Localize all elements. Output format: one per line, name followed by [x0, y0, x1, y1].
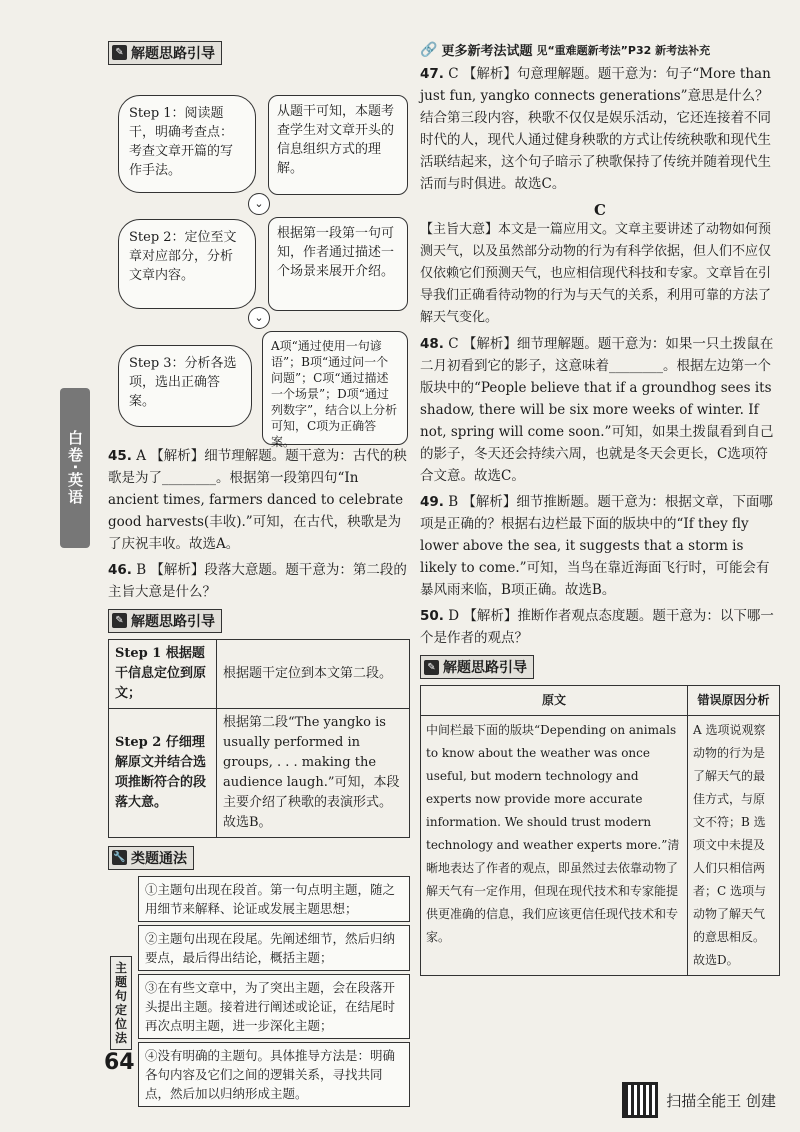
table-cell: Step 1 根据题干信息定位到原文；: [109, 639, 217, 708]
method-title: 类题通法: [131, 850, 187, 867]
more-title: 更多新考法试题: [441, 44, 533, 59]
question-49: [420, 491, 780, 601]
table-row: [109, 708, 410, 837]
question-number: 48.: [420, 336, 444, 352]
edit-icon: ✎: [424, 660, 439, 675]
table-header-row: [421, 686, 780, 716]
edit-icon: ✎: [112, 613, 127, 628]
summary: 【主旨大意】本文是一篇应用文。文章主要讲述了动物如何预测天气，以及虽然部分动物的行为有科学依据，但人们不应仅仅依赖它们预测天气，也应相信现代科技和专家。文章旨在引导我们正确看待动物的行为与天气的关系，利用可靠的方法了解天气变化。: [420, 222, 772, 325]
step1-bubble: Step 1：阅读题干，明确考查点：考查文章开篇的写作手法。: [118, 95, 256, 193]
guide-header: [108, 609, 222, 633]
edit-icon: ✎: [112, 45, 127, 60]
question-text: B 【解析】段落大意题。题干意为：第二段的主旨大意是什么？: [108, 561, 407, 600]
table-row: [421, 716, 780, 976]
step3-note: A项“通过使用一句谚语”；B项“通过问一个问题”；C项“通过描述一个场景”；D项“通过列数字”，结合以上分析可知，C项为正确答案。: [262, 331, 408, 445]
link-icon: 🔗: [420, 41, 438, 58]
step1-note: 从题干可知，本题考查学生对文章开头的信息组织方式的理解。: [268, 95, 408, 195]
wrench-icon: 🔧: [113, 852, 126, 863]
section-heading: C: [594, 201, 606, 219]
method-side-label: 主题句定位法: [110, 956, 132, 1050]
more-ref: 见“重难题新考法”P32 新考法补充: [536, 43, 711, 57]
question-50: [420, 605, 780, 649]
question-text: C 【解析】细节理解题。题干意为：如果一只土拨鼠在二月初看到它的影子，这意味着________。根据左边第一个版块中的“People believe that if a groundhog sees its shadow, there will be six more weeks of winter. If not, spring will come soon.”可知，如果土拨鼠看到自己的影子，冬天还会持续六周，也就是冬天会更长，C选项符合文意。故选C。: [420, 336, 774, 484]
list-item: ④没有明确的主题句。具体推导方法是：明确各句内容及它们之间的逻辑关系，寻找共同点，然后加以归纳形成主题。: [138, 1042, 410, 1107]
table-cell: A 选项说观察动物的行为是了解天气的最佳方式，与原文不符；B 选项文中未提及人们只相信两者；C 选项与动物了解天气的意思相反。故选D。: [688, 716, 780, 976]
question-text: A 【解析】细节理解题。题干意为：古代的秧歌是为了________。根据第一段第四句“In ancient times, farmers danced to celebrate good harvests(丰收).”可知，在古代，秧歌是为了庆祝丰收。故选A。: [108, 447, 407, 552]
chevron-down-icon: ⌄: [248, 307, 270, 329]
question-text: B 【解析】细节推断题。题干意为：根据文章，下面哪项是正确的？根据右边栏最下面的版块中的“If they fly lower above the sea, it suggests that a storm is likely to come.”可知，当鸟在靠近海面飞行时，可能会有暴风雨来临，B项正确。故选B。: [420, 494, 773, 598]
question-number: 50.: [420, 608, 444, 624]
question-number: 47.: [420, 66, 444, 82]
table-cell: 根据题干定位到本文第二段。: [217, 639, 410, 708]
guide-title: 解题思路引导: [131, 45, 215, 62]
list-item: ③在有些文章中，为了突出主题，会在段落开头提出主题。接着进行阐述或论证，在结尾时再次点明主题，进一步深化主题；: [138, 974, 410, 1039]
guide-header: [108, 41, 222, 65]
list-item: ②主题句出现在段尾。先阐述细节，然后归纳要点，最后得出结论，概括主题；: [138, 925, 410, 971]
table-cell: Step 2 仔细理解原文并结合选项推断符合的段落大意。: [109, 708, 217, 837]
footer-label: 扫描全能王 创建: [666, 1091, 776, 1110]
question-48: [420, 333, 780, 487]
qr-code-icon: [622, 1082, 658, 1118]
column-header: 原文: [421, 686, 688, 716]
question-46: [108, 559, 410, 603]
right-column: [420, 40, 780, 976]
table-cell: 根据第二段“The yangko is usually performed in groups, . . . making the audience laugh.”可知，本段主要介绍了秧歌的表演形式。故选B。: [217, 708, 410, 837]
column-header: 错误原因分析: [688, 686, 780, 716]
method-list: [138, 876, 410, 1107]
footer: [622, 1082, 776, 1118]
analysis-table: [420, 685, 780, 976]
guide-table: [108, 639, 410, 838]
method-box: [108, 876, 410, 1107]
step2-note: 根据第一段第一句可知，作者通过描述一个场景来展开介绍。: [268, 217, 408, 311]
question-text: C 【解析】句意理解题。题干意为：句子“More than just fun, yangko connects generations”意思是什么？结合第三段内容，秧歌不仅仅是娱乐活动，它还连接着不同时代的人，现代人通过健身秧歌的方式让传统秧歌和现代生活联结起来，这个句子暗示了秧歌保持了传统并随着现代生活而与时俱进。故选C。: [420, 66, 771, 192]
table-row: [109, 639, 410, 708]
page-number: 64: [104, 1050, 135, 1075]
more-header: [420, 40, 780, 59]
chevron-down-icon: ⌄: [248, 193, 270, 215]
guide-title: 解题思路引导: [443, 660, 527, 676]
method-header: [108, 846, 194, 870]
question-number: 49.: [420, 494, 444, 510]
guide-title: 解题思路引导: [131, 613, 215, 630]
table-cell: 中间栏最下面的版块“Depending on animals to know about the weather was once useful, but modern technology and experts now provide more accurate information. We should trust modern technology and weather experts more.”清晰地表达了作者的观点，即虽然过去依靠动物了解天气有一定作用，但现在现代技术和专家能提供更准确的信息，我们应该更信任现代技术和专家。: [421, 716, 688, 976]
step2-bubble: Step 2：定位至文章对应部分，分析文章内容。: [118, 219, 256, 309]
left-column: [108, 40, 410, 1110]
flow-diagram: [108, 71, 410, 449]
question-text: D 【解析】推断作者观点态度题。题干意为：以下哪一个是作者的观点？: [420, 608, 774, 646]
question-number: 45.: [108, 447, 132, 464]
question-number: 46.: [108, 561, 132, 578]
list-item: ①主题句出现在段首。第一句点明主题，随之用细节来解释、论证或发展主题思想；: [138, 876, 410, 922]
step3-bubble: Step 3：分析各选项，选出正确答案。: [118, 345, 252, 427]
side-tab: 白卷·英语: [60, 388, 90, 548]
question-45: [108, 445, 410, 555]
question-47: [420, 63, 780, 195]
guide-header: [420, 655, 534, 679]
